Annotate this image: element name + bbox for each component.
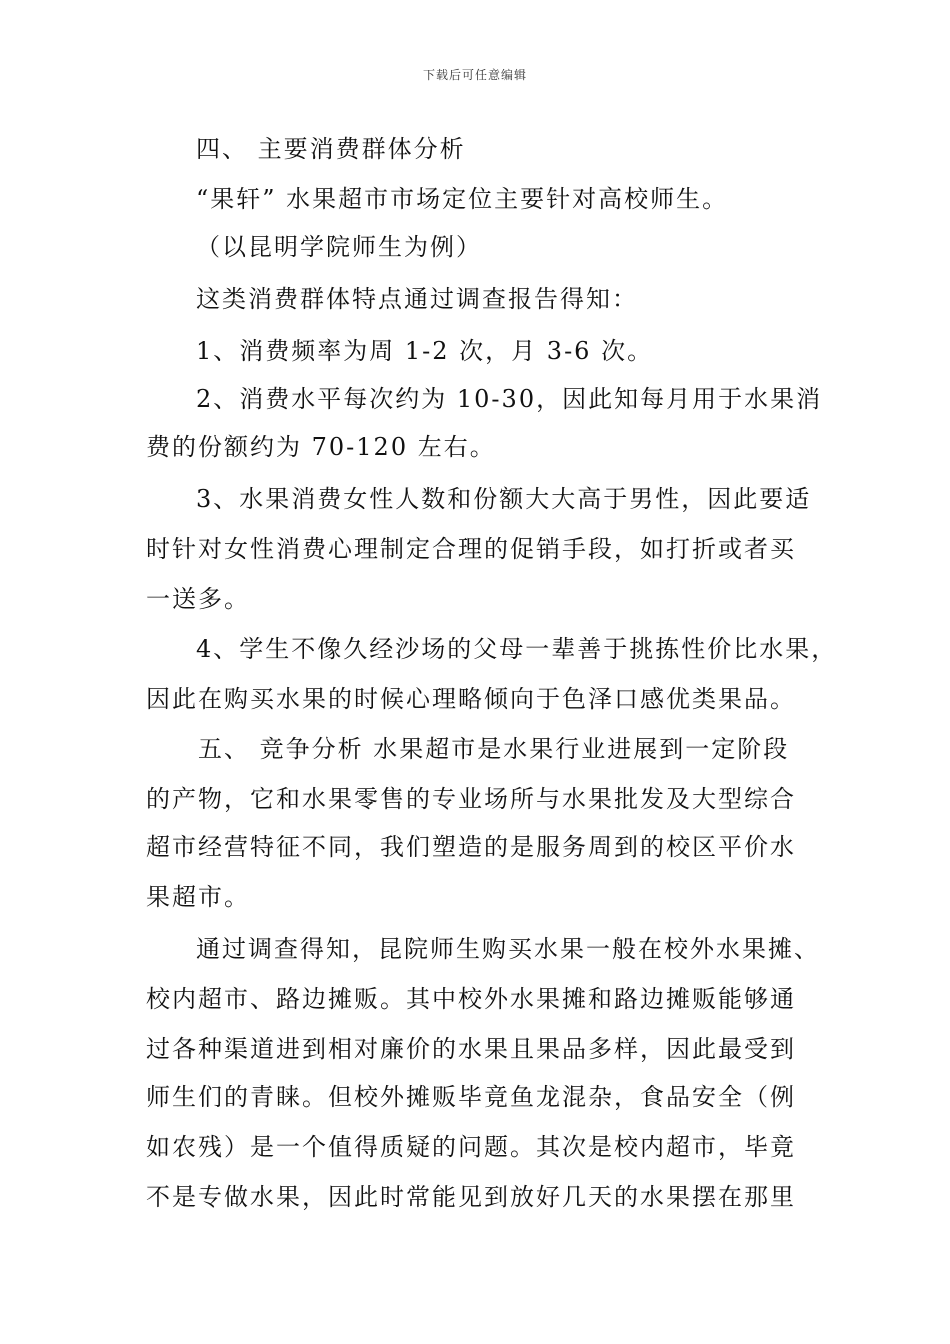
paragraph-line: 的产物，它和水果零售的专业场所与水果批发及大型综合: [146, 785, 796, 813]
list-item-2: 2、消费水平每次约为 10-30，因此知每月用于水果消: [196, 385, 823, 413]
paragraph-line: 这类消费群体特点通过调查报告得知：: [196, 285, 638, 313]
paragraph-line: 超市经营特征不同，我们塑造的是服务周到的校区平价水: [146, 833, 796, 861]
paragraph-line: 果超市。: [146, 883, 250, 911]
paragraph-line: 费的份额约为 70-120 左右。: [146, 433, 496, 461]
paragraph-line: 通过调查得知，昆院师生购买水果一般在校外水果摊、: [196, 935, 820, 963]
paragraph-line: 过各种渠道进到相对廉价的水果且果品多样，因此最受到: [146, 1035, 796, 1063]
list-item-3: 3、水果消费女性人数和份额大大高于男性，因此要适: [196, 485, 812, 513]
section-heading-5: 五、 竞争分析 水果超市是水果行业进展到一定阶段: [198, 735, 790, 763]
paragraph-line: 时针对女性消费心理制定合理的促销手段，如打折或者买: [146, 535, 796, 563]
paragraph-line: 校内超市、路边摊贩。其中校外水果摊和路边摊贩能够通: [146, 985, 796, 1013]
section-heading-4: 四、 主要消费群体分析: [196, 135, 466, 163]
page-header: 下载后可任意编辑: [422, 68, 527, 82]
paragraph-line: 一送多。: [146, 585, 250, 613]
list-item-1: 1、消费频率为周 1-2 次，月 3-6 次。: [196, 337, 654, 365]
list-item-4: 4、学生不像久经沙场的父母一辈善于挑拣性价比水果，: [196, 635, 838, 663]
paragraph-line: 师生们的青睐。但校外摊贩毕竟鱼龙混杂，食品安全（例: [146, 1083, 796, 1111]
paragraph-line: 因此在购买水果的时候心理略倾向于色泽口感优类果品。: [146, 685, 796, 713]
paragraph-line: “果轩” 水果超市市场定位主要针对高校师生。: [196, 185, 729, 213]
paragraph-line: （以昆明学院师生为例）: [196, 233, 482, 261]
paragraph-line: 如农残）是一个值得质疑的问题。其次是校内超市，毕竟: [146, 1133, 796, 1161]
paragraph-line: 不是专做水果，因此时常能见到放好几天的水果摆在那里: [146, 1183, 796, 1211]
